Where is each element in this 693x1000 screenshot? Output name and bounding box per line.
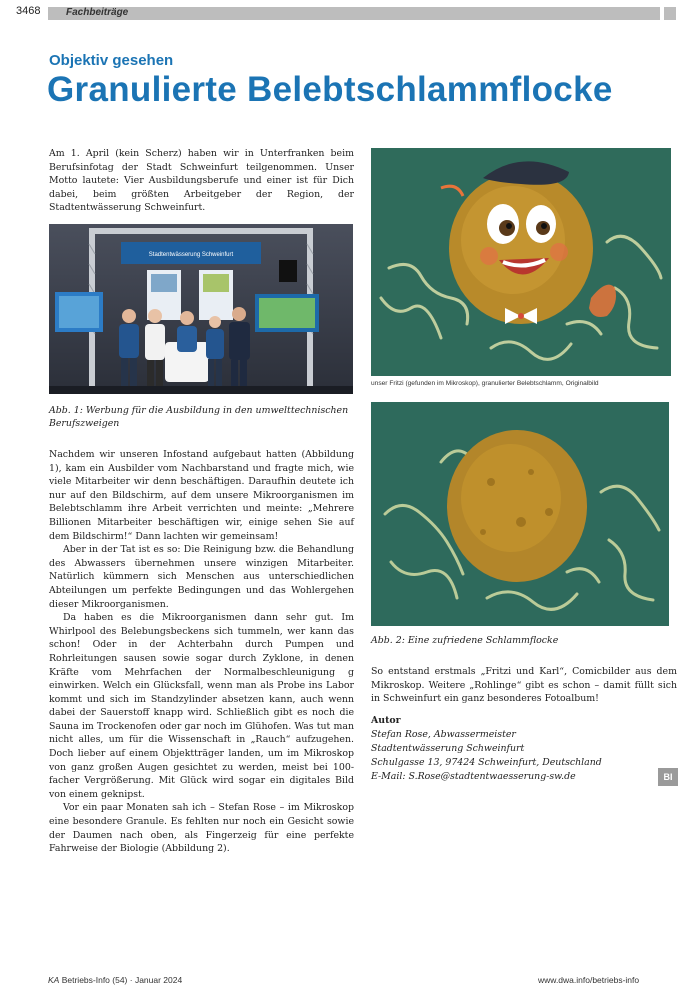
author-email-link[interactable]: S.Rose@stadtentwaesserung-sw.de — [408, 771, 576, 782]
photo-banner-text: Stadtentwässerung Schweinfurt — [148, 252, 234, 258]
author-label: Autor — [371, 715, 401, 726]
body-paragraph-3: Da haben es die Mikroorganismen dann sehr gut. Im Whirlpool des Belebungsbeckens sich tummeln, wer kann das schon! Oder in der Achterbahn durch Pumpen und Rohrleitungen sausen sowie sogar durch Zyklone, in denen Kräfte vom Mehrfachen der Normalbeschleunigung g einwirken. Welch ein Glücksfall, wenn man als Probe ins Labor kommt und sich im Standzylinder absetzen kann, auch wenn dabei der Sauerstoff knapp wird. Schließlich gibt es noch die Sauna im Trockenofen oder gar noch im Glühofen. Was tut man nicht alles, um für die Wissenschaft in „Rauch“ aufzugehen. Doch lieber auf einem Objektträger landen, um im Mikroskop von ganz großen Augen gesichtet zu werden, meist bei 100-facher Vergrößerung. Mit Glück wird sogar ein digitales Bild von einem geknipst. — [49, 612, 354, 800]
header-bar-end — [664, 7, 676, 20]
closing-paragraph — [371, 665, 677, 706]
author-address: Schulgasse 13, 97424 Schweinfurt, Deutschland — [371, 757, 602, 768]
section-label: Fachbeiträge — [66, 7, 129, 18]
closing-text: So entstand erstmals „Fritzi und Karl“, Comicbilder aus dem Mikroskop. Weitere „Rohlinge“ gibt es schon – damit füllt sich in Schweinfurt ein ganz besonderes Fotoalbum! — [371, 666, 677, 705]
floc-original-image — [371, 402, 669, 626]
body-paragraph-1: Nachdem wir unseren Infostand aufgebaut hatten (Abbildung 1), kam ein Ausbilder vom Nachbarstand und fragte mich, wie viele Mitarbeiter wir denn beschäftigen. Daraufhin deutete ich nur auf den Bildschirm, auf dem unsere Mikroorganismen im Belebtschlamm ihre Arbeit verrichten und meinte: „Mehrere Billionen Mitarbeiter beschäftigen wir, einige sehen Sie auf dem Bildschirm!“ Dann lachten wir gemeinsam! — [49, 449, 354, 542]
author-block — [371, 714, 602, 784]
infostand-illustration — [49, 224, 353, 394]
infostand-photo — [49, 224, 353, 394]
author-email-line — [371, 770, 602, 784]
body-column — [49, 448, 354, 856]
body-paragraph-4: Vor ein paar Monaten sah ich – Stefan Rose – im Mikroskop eine besondere Granule. Es fehlten nur noch ein Gesicht sowie der Daumen nach oben, als Fingerzeig für eine perfekte Fahrweise der Biologie (Abbildung 2). — [49, 802, 354, 855]
floc-illustration — [371, 402, 669, 626]
email-label: E-Mail: — [371, 771, 406, 782]
article-title: Granulierte Belebtschlammflocke — [47, 70, 613, 109]
page-number: 3468 — [16, 5, 41, 17]
footer-url-link[interactable]: www.dwa.info/betriebs-info — [538, 975, 640, 985]
author-organization: Stadtentwässerung Schweinfurt — [371, 743, 525, 754]
figure-2-small-caption: unser Fritzi (gefunden im Mikroskop), granulierter Belebtschlamm, Originalbild — [371, 380, 599, 387]
intro-paragraph — [49, 147, 354, 215]
header-bar — [48, 7, 660, 20]
figure-2-caption: Abb. 2: Eine zufriedene Schlammflocke — [371, 635, 559, 646]
intro-text: Am 1. April (kein Scherz) haben wir in Unterfranken beim Berufsinfotag der Stadt Schweinfurt teilgenommen. Unser Motto lautete: Vier Ausbildungsberufe und einer ist für Dich dabei, beim größten Arbeitgeber der Region, der Stadtentwässerung Schweinfurt. — [49, 148, 354, 214]
footer-journal-abbrev: KA — [48, 975, 60, 985]
fritzi-illustration — [371, 148, 671, 376]
figure-1-caption: Abb. 1: Werbung für die Ausbildung in den umwelttechnischen Berufszweigen — [49, 405, 349, 429]
author-name-role: Stefan Rose, Abwassermeister — [371, 729, 516, 740]
footer-issue: Betriebs-Info (54) · Januar 2024 — [61, 975, 183, 985]
kicker: Objektiv gesehen — [49, 52, 174, 69]
bi-badge: BI — [658, 768, 678, 786]
fritzi-comic-image — [371, 148, 671, 376]
body-paragraph-2: Aber in der Tat ist es so: Die Reinigung bzw. die Behandlung des Abwassers übernehmen unsere winzigen Mitarbeiter. Natürlich kümmern sich Menschen aus unterschiedlichen Abteilungen um perfekte Bedingungen und das Wohlergehen dieser Mikroorganismen. — [49, 544, 354, 610]
footer-journal — [48, 975, 182, 985]
